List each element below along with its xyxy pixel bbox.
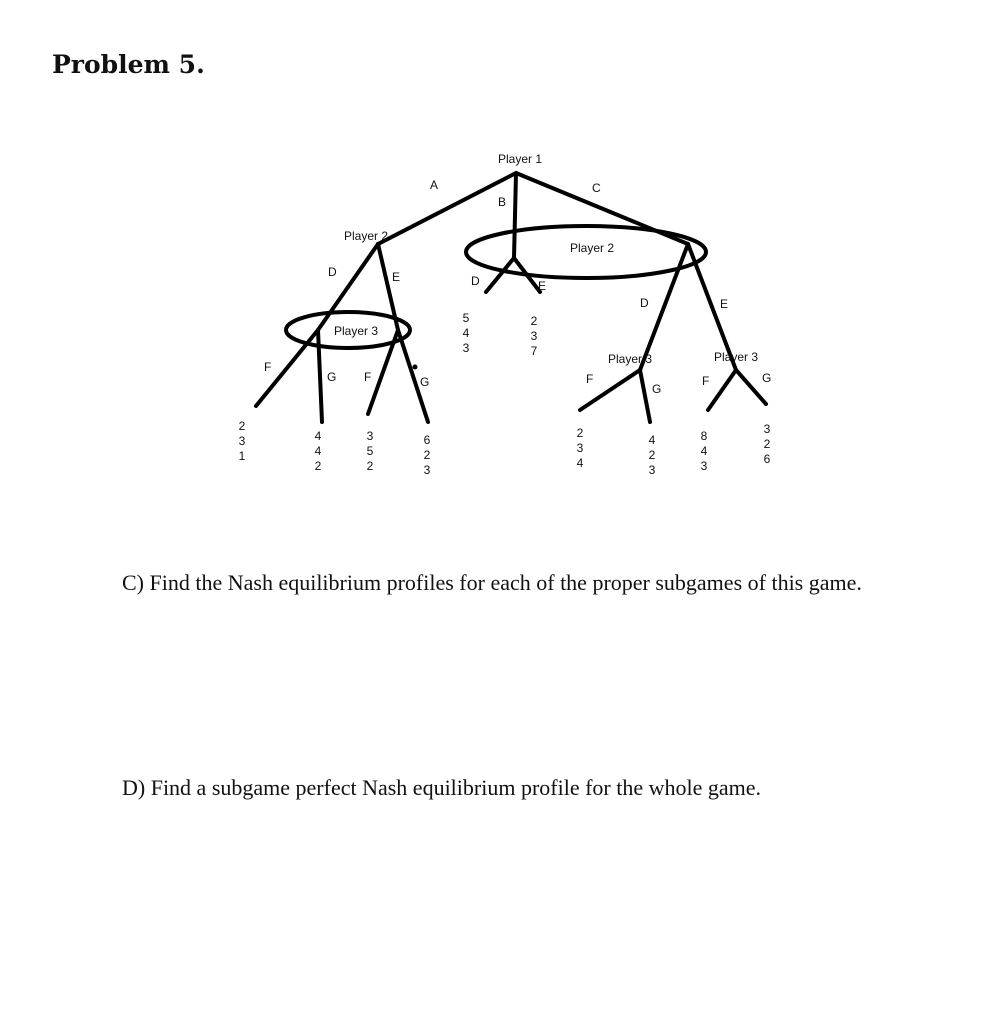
payoff-value: 4 bbox=[314, 444, 322, 458]
payoff-value: 6 bbox=[763, 452, 771, 466]
payoff-value: 3 bbox=[700, 459, 708, 473]
action-label-F-right: F bbox=[702, 374, 710, 388]
payoff-value: 3 bbox=[366, 429, 374, 443]
payoff-value: 3 bbox=[462, 341, 470, 355]
payoff-value: 3 bbox=[238, 434, 246, 448]
payoff-value: 7 bbox=[530, 344, 538, 358]
payoff-value: 6 bbox=[423, 433, 431, 447]
action-label-F-mid: F bbox=[586, 372, 594, 386]
payoff-value: 2 bbox=[423, 448, 431, 462]
player3-mid-label: Player 3 bbox=[608, 352, 653, 366]
payoff-value: 2 bbox=[763, 437, 771, 451]
action-label-B: B bbox=[498, 195, 507, 209]
edge-B bbox=[514, 173, 516, 258]
edge-mid-D bbox=[486, 258, 514, 292]
edge-p3c-G bbox=[640, 370, 650, 422]
player2-infoset-label: Player 2 bbox=[570, 241, 615, 255]
edge-p3d-F bbox=[708, 370, 736, 410]
payoff-value: 3 bbox=[648, 463, 656, 477]
payoff-value: 8 bbox=[700, 429, 708, 443]
action-label-G-right: G bbox=[762, 371, 772, 385]
payoff-value: 2 bbox=[648, 448, 656, 462]
action-label-G-mid: G bbox=[652, 382, 662, 396]
action-label-A: A bbox=[430, 178, 439, 192]
action-label-D-mid: D bbox=[471, 274, 480, 288]
action-label-F-left2: F bbox=[364, 370, 372, 384]
action-label-E-mid: E bbox=[538, 279, 547, 293]
payoff-value: 4 bbox=[314, 429, 322, 443]
action-label-D-right: D bbox=[640, 296, 649, 310]
action-label-G-left: G bbox=[327, 370, 337, 384]
player1-label: Player 1 bbox=[498, 152, 543, 166]
payoff-value: 1 bbox=[238, 449, 246, 463]
tree-edges bbox=[256, 173, 766, 422]
payoff-value: 3 bbox=[763, 422, 771, 436]
payoff-value: 3 bbox=[423, 463, 431, 477]
action-label-C: C bbox=[592, 181, 601, 195]
edge-left-D bbox=[318, 244, 378, 330]
action-label-E-left: E bbox=[392, 270, 401, 284]
payoff-value: 2 bbox=[314, 459, 322, 473]
payoff-value: 4 bbox=[700, 444, 708, 458]
question-c: C) Find the Nash equilibrium profiles for each of the proper subgames of this game. bbox=[122, 570, 862, 595]
action-label-F-left: F bbox=[264, 360, 272, 374]
payoff-value: 2 bbox=[530, 314, 538, 328]
question-d: D) Find a subgame perfect Nash equilibrium profile for the whole game. bbox=[122, 775, 762, 800]
player3-right-label: Player 3 bbox=[714, 350, 759, 364]
player3-infoset-label: Player 3 bbox=[334, 324, 379, 338]
annotation-dot bbox=[413, 365, 418, 370]
payoff-value: 4 bbox=[648, 433, 656, 447]
problem-title: Problem 5. bbox=[52, 50, 205, 79]
payoff-value: 4 bbox=[462, 326, 470, 340]
payoff-value: 5 bbox=[462, 311, 470, 325]
action-label-G-left2: G bbox=[420, 375, 430, 389]
payoff-value: 2 bbox=[238, 419, 246, 433]
action-label-E-right: E bbox=[720, 297, 729, 311]
payoff-value: 3 bbox=[530, 329, 538, 343]
payoff-value: 2 bbox=[576, 426, 584, 440]
payoff-value: 2 bbox=[366, 459, 374, 473]
payoff-value: 4 bbox=[576, 456, 584, 470]
action-label-D-left: D bbox=[328, 265, 337, 279]
player2-left-label: Player 2 bbox=[344, 229, 389, 243]
payoff-value: 3 bbox=[576, 441, 584, 455]
edge-p3a-G bbox=[318, 330, 322, 422]
payoff-value: 5 bbox=[366, 444, 374, 458]
